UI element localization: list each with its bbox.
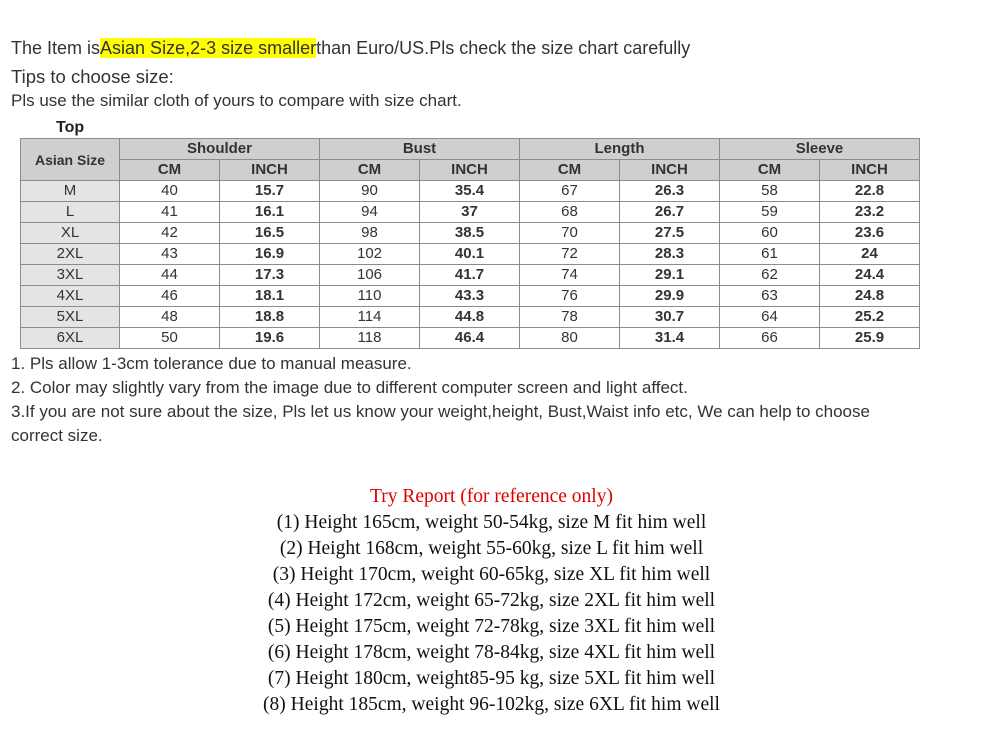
table-cell: 50 (120, 328, 220, 349)
size-label-cell: 5XL (21, 307, 120, 328)
table-cell: 43.3 (420, 286, 520, 307)
report-line: (1) Height 165cm, weight 50-54kg, size M fit him well (276, 512, 707, 533)
size-label-cell: 2XL (21, 244, 120, 265)
table-cell: 29.9 (620, 286, 720, 307)
table-cell: 24 (820, 244, 920, 265)
table-unit-header-row (21, 160, 920, 181)
table-cell: 67 (520, 181, 620, 202)
table-cell: 16.9 (220, 244, 320, 265)
unit-header: CM (720, 160, 820, 181)
note-help: 3.If you are not sure about the size, Pls let us know your weight,height, Bust,Waist info etc, We can help to choose (11, 402, 870, 421)
report-line: (3) Height 170cm, weight 60-65kg, size XL fit him well (272, 564, 711, 585)
table-cell: 70 (520, 223, 620, 244)
table-cell: 114 (320, 307, 420, 328)
table-cell: 17.3 (220, 265, 320, 286)
note-help-cont: correct size. (11, 426, 103, 445)
table-cell: 46.4 (420, 328, 520, 349)
table-row (21, 202, 920, 223)
table-label: Top (56, 119, 85, 136)
table-cell: 19.6 (220, 328, 320, 349)
tips-text: Pls use the similar cloth of yours to compare with size chart. (11, 91, 462, 110)
table-cell: 23.2 (820, 202, 920, 223)
table-cell: 44.8 (420, 307, 520, 328)
table-cell: 46 (120, 286, 220, 307)
table-cell: 30.7 (620, 307, 720, 328)
table-cell: 64 (720, 307, 820, 328)
table-row (21, 328, 920, 349)
table-cell: 106 (320, 265, 420, 286)
table-cell: 59 (720, 202, 820, 223)
table-cell: 40.1 (420, 244, 520, 265)
table-cell: 25.9 (820, 328, 920, 349)
unit-header: INCH (420, 160, 520, 181)
table-cell: 66 (720, 328, 820, 349)
table-row (21, 244, 920, 265)
table-cell: 102 (320, 244, 420, 265)
tips-heading: Tips to choose size: (11, 66, 174, 87)
table-cell: 48 (120, 307, 220, 328)
table-row (21, 223, 920, 244)
size-label-cell: XL (21, 223, 120, 244)
table-cell: 80 (520, 328, 620, 349)
table-cell: 62 (720, 265, 820, 286)
group-header-bust: Bust (320, 139, 520, 160)
report-line: (6) Height 178cm, weight 78-84kg, size 4XL fit him well (267, 642, 716, 663)
table-cell: 68 (520, 202, 620, 223)
table-row (21, 181, 920, 202)
table-row (21, 307, 920, 328)
table-cell: 90 (320, 181, 420, 202)
group-header-shoulder: Shoulder (120, 139, 320, 160)
table-cell: 44 (120, 265, 220, 286)
table-cell: 41 (120, 202, 220, 223)
table-cell: 41.7 (420, 265, 520, 286)
size-notice-post: than Euro/US.Pls check the size chart carefully (316, 38, 691, 58)
table-cell: 16.5 (220, 223, 320, 244)
table-cell: 40 (120, 181, 220, 202)
size-label-cell: 4XL (21, 286, 120, 307)
size-chart-table (20, 138, 920, 349)
size-notice-highlight: Asian Size,2-3 size smaller (100, 38, 317, 58)
table-cell: 18.8 (220, 307, 320, 328)
report-line: (4) Height 172cm, weight 65-72kg, size 2XL fit him well (267, 590, 716, 611)
note-tolerance: 1. Pls allow 1-3cm tolerance due to manual measure. (11, 354, 412, 373)
table-cell: 98 (320, 223, 420, 244)
unit-header: INCH (820, 160, 920, 181)
table-group-header-row (21, 139, 920, 160)
size-label-cell: M (21, 181, 120, 202)
group-header-sleeve: Sleeve (720, 139, 920, 160)
table-cell: 61 (720, 244, 820, 265)
report-line: (8) Height 185cm, weight 96-102kg, size 6XL fit him well (263, 694, 720, 715)
size-notice (11, 38, 690, 59)
table-cell: 76 (520, 286, 620, 307)
table-row (21, 286, 920, 307)
table-cell: 15.7 (220, 181, 320, 202)
table-cell: 27.5 (620, 223, 720, 244)
size-label-cell: 3XL (21, 265, 120, 286)
group-header-length: Length (520, 139, 720, 160)
table-cell: 78 (520, 307, 620, 328)
table-cell: 58 (720, 181, 820, 202)
table-cell: 118 (320, 328, 420, 349)
table-cell: 31.4 (620, 328, 720, 349)
table-cell: 60 (720, 223, 820, 244)
size-label-cell: L (21, 202, 120, 223)
unit-header: CM (320, 160, 420, 181)
table-cell: 38.5 (420, 223, 520, 244)
table-cell: 29.1 (620, 265, 720, 286)
table-cell: 18.1 (220, 286, 320, 307)
report-line: (5) Height 175cm, weight 72-78kg, size 3XL fit him well (267, 616, 716, 637)
table-cell: 23.6 (820, 223, 920, 244)
table-cell: 16.1 (220, 202, 320, 223)
table-cell: 37 (420, 202, 520, 223)
size-label-cell: 6XL (21, 328, 120, 349)
table-cell: 110 (320, 286, 420, 307)
table-cell: 43 (120, 244, 220, 265)
table-cell: 25.2 (820, 307, 920, 328)
size-notice-pre: The Item is (11, 38, 101, 58)
table-cell: 26.3 (620, 181, 720, 202)
table-cell: 28.3 (620, 244, 720, 265)
note-color: 2. Color may slightly vary from the image due to different computer screen and light affect. (11, 378, 688, 397)
try-report-title: Try Report (for reference only) (370, 486, 613, 507)
table-cell: 35.4 (420, 181, 520, 202)
table-cell: 22.8 (820, 181, 920, 202)
table-cell: 94 (320, 202, 420, 223)
table-row (21, 265, 920, 286)
table-cell: 24.4 (820, 265, 920, 286)
table-cell: 63 (720, 286, 820, 307)
unit-header: CM (520, 160, 620, 181)
table-cell: 24.8 (820, 286, 920, 307)
unit-header: CM (120, 160, 220, 181)
table-cell: 26.7 (620, 202, 720, 223)
report-line: (2) Height 168cm, weight 55-60kg, size L fit him well (279, 538, 704, 559)
unit-header: INCH (220, 160, 320, 181)
unit-header: INCH (620, 160, 720, 181)
asian-size-header: Asian Size (21, 139, 120, 181)
report-line: (7) Height 180cm, weight85-95 kg, size 5XL fit him well (267, 668, 716, 689)
table-cell: 42 (120, 223, 220, 244)
table-cell: 74 (520, 265, 620, 286)
table-cell: 72 (520, 244, 620, 265)
